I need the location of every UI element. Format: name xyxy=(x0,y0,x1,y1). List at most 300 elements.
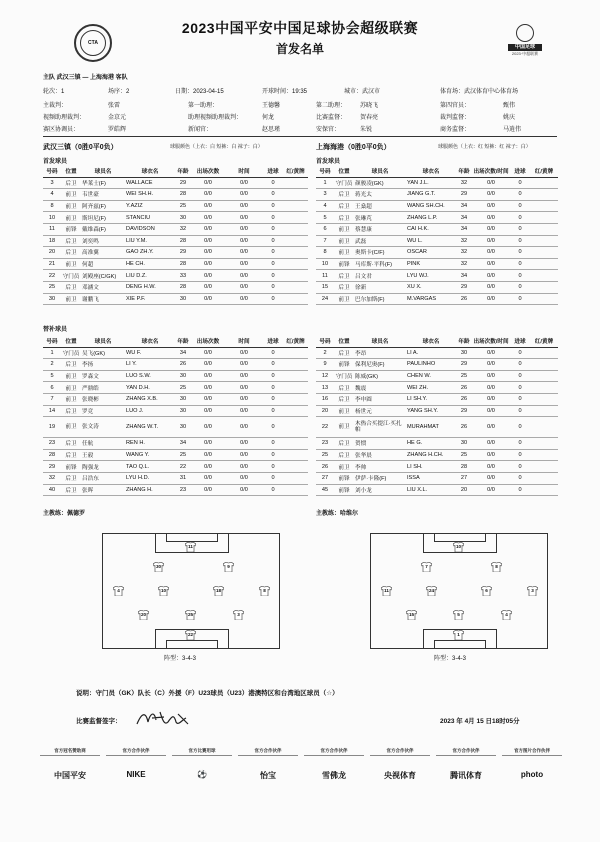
table-row xyxy=(43,347,308,359)
cell: LIU D.Z. xyxy=(125,270,175,282)
cell: LI SH. xyxy=(406,461,456,473)
cell: M.VARGAS xyxy=(406,293,456,305)
cell: 30 xyxy=(175,417,191,438)
player-shirt-icon xyxy=(185,542,196,552)
cell: 后卫 xyxy=(334,281,354,293)
cell: 20 xyxy=(43,247,61,259)
card-cell xyxy=(283,438,308,450)
cell: WEI SH.H. xyxy=(125,189,175,201)
cell: 0/0 xyxy=(472,247,510,259)
cell: 前锋 xyxy=(334,359,354,371)
cell: 0/0 xyxy=(472,281,510,293)
cell: 30 xyxy=(43,293,61,305)
cell: STANCIU xyxy=(125,212,175,224)
column-header: 年龄 xyxy=(175,336,191,347)
column-header: 球员名 xyxy=(354,166,406,177)
cell: WALLACE xyxy=(125,177,175,189)
cell: 华莱士(F) xyxy=(81,177,125,189)
away-coach-name: 哈维尔 xyxy=(340,511,359,517)
cell: 0/0 xyxy=(225,212,263,224)
cell: 高准翼 xyxy=(81,247,125,259)
cell: 9 xyxy=(316,359,334,371)
cell: 0/0 xyxy=(191,281,225,293)
cell: 0 xyxy=(510,223,530,235)
away-subs-table xyxy=(316,336,558,496)
cell: 2 xyxy=(43,359,61,371)
player-shirt-icon xyxy=(481,586,492,596)
column-header: 出场次数 xyxy=(191,166,225,177)
cell: 12 xyxy=(316,370,334,382)
cell: 斯坦尼(F) xyxy=(81,212,125,224)
cell: 23 xyxy=(316,438,334,450)
cell: 0/0 xyxy=(225,417,263,438)
column-header: 时间 xyxy=(225,166,263,177)
sponsor-caption: 官方冠名赞助商 xyxy=(40,748,100,756)
table-row xyxy=(43,449,308,461)
cell: 25 xyxy=(175,200,191,212)
table-row xyxy=(43,212,308,224)
cell: 刘小龙 xyxy=(354,484,406,496)
table-row xyxy=(316,235,558,247)
table-row xyxy=(43,461,308,473)
cell: 25 xyxy=(175,449,191,461)
cell: 0 xyxy=(510,472,530,484)
cell: 1 xyxy=(316,177,334,189)
official-name: 罗皓辉 xyxy=(108,127,127,133)
cell: 14 xyxy=(43,405,61,417)
cell: 马库斯·平科(F) xyxy=(354,258,406,270)
cell: 26 xyxy=(316,461,334,473)
cell: 李昂 xyxy=(354,347,406,359)
cell: 13 xyxy=(316,382,334,394)
sponsor-mark: NIKE xyxy=(126,770,146,779)
sponsor-caption: 官方合作伙伴 xyxy=(106,748,166,756)
table-row xyxy=(316,370,558,382)
cell: 25 xyxy=(456,449,472,461)
card-cell xyxy=(283,177,308,189)
cell: 0 xyxy=(510,200,530,212)
csl-logo-band: 中国足球 xyxy=(508,44,542,51)
cell: 后卫 xyxy=(334,200,354,212)
cell: 前卫 xyxy=(61,189,81,201)
cell: 30 xyxy=(175,405,191,417)
table-row xyxy=(316,258,558,270)
away-coach-label: 主教练： xyxy=(316,511,341,517)
table-row xyxy=(316,405,558,417)
cell: 0/0 xyxy=(472,461,510,473)
cell: WEI ZH. xyxy=(406,382,456,394)
shirt-number: 7 xyxy=(425,564,428,569)
cell: 0/0 xyxy=(225,484,263,496)
cell: 前卫 xyxy=(61,212,81,224)
cell: DENG H.W. xyxy=(125,281,175,293)
cell: 0/0 xyxy=(191,223,225,235)
cell: 32 xyxy=(43,472,61,484)
cell: WANG Y. xyxy=(125,449,175,461)
cell: 0 xyxy=(263,382,283,394)
cell: PAULINHO xyxy=(406,359,456,371)
cell: LUO S.W. xyxy=(125,370,175,382)
card-cell xyxy=(283,461,308,473)
cell: 前卫 xyxy=(61,200,81,212)
card-cell xyxy=(283,235,308,247)
cell: 3 xyxy=(43,177,61,189)
cell: 11 xyxy=(316,270,334,282)
card-cell xyxy=(530,382,558,394)
cell: 韦世豪 xyxy=(81,189,125,201)
supervisor-label: 比赛监督签字： xyxy=(76,718,122,725)
column-header: 号码 xyxy=(316,336,334,347)
away-pitch xyxy=(370,533,548,649)
player-shirt-icon xyxy=(453,542,464,552)
player-shirt-icon xyxy=(233,610,244,620)
cell: 2 xyxy=(316,347,334,359)
card-cell xyxy=(530,449,558,461)
official-role: 第一助理： xyxy=(188,103,219,109)
sponsor-logo xyxy=(304,748,364,781)
cell: 28 xyxy=(175,235,191,247)
home-subs-label: 替补球员 xyxy=(43,327,68,333)
cell: 木热合买提江·买扎帕 xyxy=(354,417,406,438)
cell: 奥斯卡(C/F) xyxy=(354,247,406,259)
cell: 30 xyxy=(175,212,191,224)
column-header: 进球 xyxy=(510,336,530,347)
cell: 0 xyxy=(263,189,283,201)
sponsor-mark: photo xyxy=(520,770,544,779)
shirt-number: 3 xyxy=(237,612,240,617)
card-cell xyxy=(530,189,558,201)
cell: 0/0 xyxy=(472,293,510,305)
cell: 前卫 xyxy=(334,293,354,305)
cell: 30 xyxy=(456,438,472,450)
sponsor-caption: 官方合作伙伴 xyxy=(304,748,364,756)
cell: 0/0 xyxy=(191,258,225,270)
cell: HE CH. xyxy=(125,258,175,270)
player-shirt-icon xyxy=(501,610,512,620)
table-row xyxy=(316,449,558,461)
shirt-number: 22 xyxy=(187,632,194,637)
cell: 0 xyxy=(510,359,530,371)
cell: 45 xyxy=(316,484,334,496)
cell: 0 xyxy=(263,405,283,417)
cell: 20 xyxy=(456,484,472,496)
cell: 严鼎皓 xyxy=(81,382,125,394)
cell: 吕浩东 xyxy=(81,472,125,484)
cell: MURAHMAT xyxy=(406,417,456,438)
home-coach-label: 主教练： xyxy=(43,511,68,517)
cell: 0/0 xyxy=(191,212,225,224)
cell: 23 xyxy=(43,438,61,450)
table-row xyxy=(43,247,308,259)
player-shirt-icon xyxy=(153,562,164,572)
card-cell xyxy=(530,484,558,496)
cell: 8 xyxy=(43,200,61,212)
cell: 30 xyxy=(175,393,191,405)
cell: 34 xyxy=(456,200,472,212)
cell: 0/0 xyxy=(472,484,510,496)
cell: 前锋 xyxy=(334,472,354,484)
cell: 0/0 xyxy=(191,359,225,371)
cell: 29 xyxy=(456,189,472,201)
home-starting-table xyxy=(43,166,308,305)
card-cell xyxy=(530,472,558,484)
cell: 0/0 xyxy=(225,370,263,382)
cell: 0/0 xyxy=(225,293,263,305)
cell: DAVIDSON xyxy=(125,223,175,235)
shirt-number: 10 xyxy=(455,544,462,549)
official-name: 王德馨 xyxy=(262,103,281,109)
official-name: 贺春亮 xyxy=(360,115,379,121)
card-cell xyxy=(530,281,558,293)
cell: 8 xyxy=(316,247,334,259)
cell: 32 xyxy=(456,235,472,247)
table-row xyxy=(316,461,558,473)
cell: 0 xyxy=(510,281,530,293)
official-role: 第四官员： xyxy=(440,103,471,109)
card-cell xyxy=(530,293,558,305)
cell: 0 xyxy=(263,223,283,235)
kickoff: 开球时间：19:35 xyxy=(262,89,308,95)
table-row xyxy=(43,417,308,438)
cell: 后卫 xyxy=(334,382,354,394)
cell: 武磊 xyxy=(354,235,406,247)
card-cell xyxy=(530,461,558,473)
table-row xyxy=(316,270,558,282)
cell: 0 xyxy=(263,370,283,382)
table-row xyxy=(43,472,308,484)
sponsor-mark: 央视体育 xyxy=(384,771,416,780)
cell: 吕文君 xyxy=(354,270,406,282)
match-line: 主队 武汉三镇 — 上海海港 客队 xyxy=(43,75,128,81)
column-header: 球衣名 xyxy=(125,166,175,177)
cell: 0/0 xyxy=(472,258,510,270)
cell: 后卫 xyxy=(334,438,354,450)
cell: 0 xyxy=(263,212,283,224)
cell: 0 xyxy=(510,212,530,224)
cell: 0/0 xyxy=(191,200,225,212)
sponsor-logo xyxy=(370,748,430,781)
cell: 0 xyxy=(510,189,530,201)
card-cell xyxy=(283,449,308,461)
table-row xyxy=(316,347,558,359)
cell: 0/0 xyxy=(225,438,263,450)
sponsor-logo xyxy=(40,748,100,781)
cell: 34 xyxy=(456,223,472,235)
card-cell xyxy=(283,359,308,371)
cell: 28 xyxy=(175,281,191,293)
table-row xyxy=(316,393,558,405)
cell: 陶强龙 xyxy=(81,461,125,473)
card-cell xyxy=(283,382,308,394)
cell: 27 xyxy=(456,472,472,484)
cell: 4 xyxy=(43,189,61,201)
card-cell xyxy=(283,370,308,382)
cell: 张琳芃 xyxy=(354,212,406,224)
table-row xyxy=(316,212,558,224)
shirt-number: 15 xyxy=(408,612,415,617)
card-cell xyxy=(530,247,558,259)
cell: 谢鹏飞 xyxy=(81,293,125,305)
sponsor-caption: 官方合作伙伴 xyxy=(436,748,496,756)
cell: 0/0 xyxy=(191,393,225,405)
card-cell xyxy=(283,270,308,282)
column-header: 进球 xyxy=(510,166,530,177)
cell: 0 xyxy=(263,293,283,305)
cell: 前卫 xyxy=(334,405,354,417)
cell: 0 xyxy=(263,472,283,484)
table-row xyxy=(43,405,308,417)
cell: 0/0 xyxy=(225,270,263,282)
cell: XIE P.F. xyxy=(125,293,175,305)
cell: 0/0 xyxy=(191,472,225,484)
cell: 0/0 xyxy=(225,258,263,270)
cell: 29 xyxy=(175,247,191,259)
column-header: 红/黄牌 xyxy=(530,166,558,177)
cell: 0/0 xyxy=(225,393,263,405)
cell: 前卫 xyxy=(61,393,81,405)
city: 城市：武汉市 xyxy=(344,89,381,95)
player-shirt-icon xyxy=(138,610,149,620)
table-row xyxy=(43,223,308,235)
cell: 0 xyxy=(510,382,530,394)
cell: 32 xyxy=(175,223,191,235)
cell: 0 xyxy=(263,200,283,212)
official-role: 第二助理： xyxy=(316,103,347,109)
sponsor-logo xyxy=(172,748,232,779)
column-header: 位置 xyxy=(61,166,81,177)
player-shirt-icon xyxy=(527,586,538,596)
legend-note: 说明：守门员（GK）队长（C）外援（F）U23球员（U23）港澳特区和台湾地区球员（☆） xyxy=(76,690,339,697)
cell: YAN J.L. xyxy=(406,177,456,189)
official-role: 裁判监督： xyxy=(440,115,471,121)
cell: 0/0 xyxy=(191,449,225,461)
official-name: 赵思瑾 xyxy=(262,127,281,133)
cell: 杨世元 xyxy=(354,405,406,417)
card-cell xyxy=(283,281,308,293)
cell: 40 xyxy=(43,484,61,496)
cell: 0/0 xyxy=(191,382,225,394)
cta-logo-text: CTA xyxy=(80,30,106,56)
cell: 0/0 xyxy=(472,438,510,450)
cell: 23 xyxy=(175,484,191,496)
home-coach-name: 佩德罗 xyxy=(67,511,86,517)
cell: YANG SH.Y. xyxy=(406,405,456,417)
table-row xyxy=(43,484,308,496)
sponsor-caption: 官方比赛用球 xyxy=(172,748,232,756)
table-row xyxy=(43,177,308,189)
cell: 0 xyxy=(510,235,530,247)
column-header: 位置 xyxy=(334,336,354,347)
column-header: 球员名 xyxy=(354,336,406,347)
official-name: 甄伟 xyxy=(503,103,516,109)
cell: 蒋光太 xyxy=(354,189,406,201)
home-starting-label: 首发球员 xyxy=(43,159,68,165)
cell: 32 xyxy=(456,247,472,259)
cell: 0/0 xyxy=(472,382,510,394)
cell: 0/0 xyxy=(191,370,225,382)
cell: 0 xyxy=(510,461,530,473)
away-kit: 球服颜色（上衣：红 短裤：红 袜子：白） xyxy=(438,144,531,150)
cell: 何超 xyxy=(81,258,125,270)
official-role: 商务监督： xyxy=(440,127,471,133)
cell: 0 xyxy=(263,270,283,282)
sponsor-caption: 官方合作伙伴 xyxy=(238,748,298,756)
cell: 0 xyxy=(263,177,283,189)
cell: ZHANG H. xyxy=(125,484,175,496)
cell: 前卫 xyxy=(61,417,81,438)
cell: 0 xyxy=(510,293,530,305)
table-row xyxy=(43,393,308,405)
cell: 0/0 xyxy=(225,200,263,212)
venue: 体育场：武汉体育中心体育场 xyxy=(440,89,519,95)
cell: 李扬 xyxy=(81,359,125,371)
cell: 后卫 xyxy=(61,247,81,259)
shirt-number: 11 xyxy=(188,544,193,549)
card-cell xyxy=(530,347,558,359)
cell: 25 xyxy=(316,449,334,461)
cell: 0/0 xyxy=(191,347,225,359)
cell: 王毅 xyxy=(81,449,125,461)
cell: 0 xyxy=(263,359,283,371)
column-header: 时间 xyxy=(225,336,263,347)
table-header xyxy=(43,336,308,347)
home-kit: 球服颜色（上衣：白 短裤：白 袜子：白） xyxy=(170,144,263,150)
cell: 0 xyxy=(510,347,530,359)
column-header: 进球 xyxy=(263,336,283,347)
table-header xyxy=(316,336,558,347)
cell: 22 xyxy=(175,461,191,473)
player-shirt-icon xyxy=(185,630,196,640)
table-row xyxy=(316,247,558,259)
cell: 21 xyxy=(43,258,61,270)
cell: 贺惯 xyxy=(354,438,406,450)
cell: OSCAR xyxy=(406,247,456,259)
column-header: 红/黄牌 xyxy=(283,336,308,347)
card-cell xyxy=(283,189,308,201)
cell: LYU H.D. xyxy=(125,472,175,484)
official-role: 视频助理裁判： xyxy=(43,115,86,121)
cell: 0 xyxy=(263,247,283,259)
cell: 0/0 xyxy=(472,370,510,382)
cell: 蔡慧康 xyxy=(354,223,406,235)
cell: LI Y. xyxy=(125,359,175,371)
cell: 后卫 xyxy=(61,235,81,247)
cell: 0 xyxy=(510,177,530,189)
cell: 魏震 xyxy=(354,382,406,394)
table-row xyxy=(316,293,558,305)
cell: 任航 xyxy=(81,438,125,450)
card-cell xyxy=(530,438,558,450)
cell: 后卫 xyxy=(61,359,81,371)
cell: 0/0 xyxy=(225,235,263,247)
cell: 0/0 xyxy=(472,223,510,235)
official-name: 何龙 xyxy=(262,115,275,121)
home-team-title: 武汉三镇（0胜0平0负） xyxy=(43,144,118,151)
shirt-number: 5 xyxy=(457,612,460,617)
cell: 0/0 xyxy=(225,405,263,417)
column-header: 球衣名 xyxy=(406,166,456,177)
cell: 26 xyxy=(456,293,472,305)
card-cell xyxy=(530,258,558,270)
player-shirt-icon xyxy=(158,586,169,596)
cell: 28 xyxy=(175,258,191,270)
column-header: 号码 xyxy=(316,166,334,177)
card-cell xyxy=(530,393,558,405)
cell: 0 xyxy=(263,449,283,461)
cell: 0/0 xyxy=(225,461,263,473)
divider xyxy=(43,136,557,137)
card-cell xyxy=(530,405,558,417)
